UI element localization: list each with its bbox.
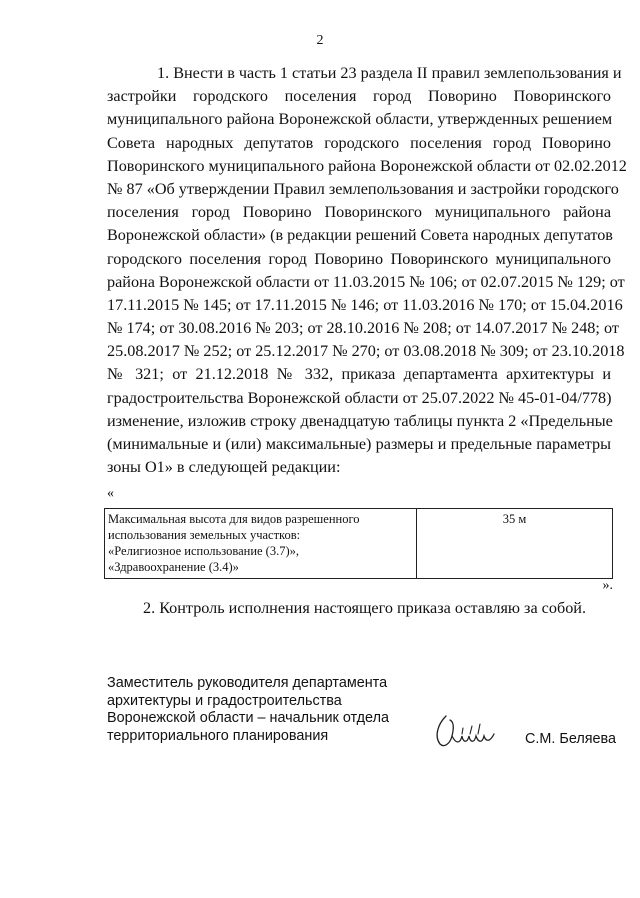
signatory-position [107, 675, 389, 745]
cell-text-line: использования земельных участков: [108, 528, 301, 542]
main-paragraph [107, 62, 627, 479]
parameters-table [104, 508, 613, 579]
paragraph-line: района Воронежской области от 11.03.2015 № 106; от 02.07.2015 № 129; от [107, 272, 625, 291]
paragraph-line: поселения город Поворино Поворинского муниципального района [107, 203, 611, 222]
paragraph-line: зоны О1» в следующей редакции: [107, 458, 341, 477]
closing-quote: ». [602, 578, 613, 593]
opening-quote: « [107, 486, 114, 501]
paragraph-line: № 87 «Об утверждении Правил землепользования и застройки городского [107, 179, 619, 198]
paragraph-line: градостроительства Воронежской области от 25.07.2022 № 45-01-04/778) [107, 388, 612, 407]
paragraph-line: муниципального района Воронежской области, утвержденных решением [107, 110, 613, 129]
table-cell-parameter [105, 509, 417, 579]
position-line: Заместитель руководителя департамента [107, 675, 388, 691]
cell-text-line: Максимальная высота для видов разрешенного [108, 512, 360, 526]
paragraph-line: городского поселения город Поворино Поворинского муниципального [107, 249, 611, 268]
paragraph-line: Поворинского муниципального района Воронежской области от 02.02.2012 [107, 156, 627, 175]
position-line: территориального планирования [107, 727, 329, 744]
paragraph-line: 1. Внести в часть 1 статьи 23 раздела II правил землепользования и [157, 64, 622, 82]
paragraph-line: 25.08.2017 № 252; от 25.12.2017 № 270; от 03.08.2018 № 309; от 23.10.2018 [107, 342, 625, 361]
paragraph-line: изменение, изложив строку двенадцатую таблицы пункта 2 «Предельные [107, 411, 613, 430]
paragraph-line: 17.11.2015 № 145; от 17.11.2015 № 146; от 11.03.2016 № 170; от 15.04.2016 [107, 295, 623, 314]
paragraph-line: № 174; от 30.08.2016 № 203; от 28.10.2016 № 208; от 14.07.2017 № 248; от [107, 319, 619, 338]
paragraph-line: Совета народных депутатов городского поселения город Поворино [107, 133, 611, 152]
paragraph-line: (минимальные и (или) максимальные) размеры и предельные параметры [107, 435, 611, 453]
position-line: Воронежской области – начальник отдела [107, 710, 389, 726]
paragraph-line: застройки городского поселения город Поворино Поворинского [107, 87, 611, 106]
page-number: 2 [316, 33, 324, 48]
table-cell-value: 35 м [417, 509, 613, 579]
item-2-text: 2. Контроль исполнения настоящего приказа оставляю за собой. [143, 599, 586, 617]
signer-name: С.М. Беляева [525, 731, 617, 747]
handwritten-signature [432, 714, 498, 750]
table-row [105, 509, 613, 579]
paragraph-line: Воронежской области» (в редакции решений Совета народных депутатов [107, 226, 613, 245]
cell-text-line: «Религиозное использование (3.7)», [108, 544, 300, 558]
position-line: архитектуры и градостроительства [107, 692, 342, 709]
paragraph-line: № 321; от 21.12.2018 № 332, приказа департамента архитектуры и [107, 365, 611, 384]
cell-text-line: «Здравоохранение (3.4)» [108, 560, 239, 574]
